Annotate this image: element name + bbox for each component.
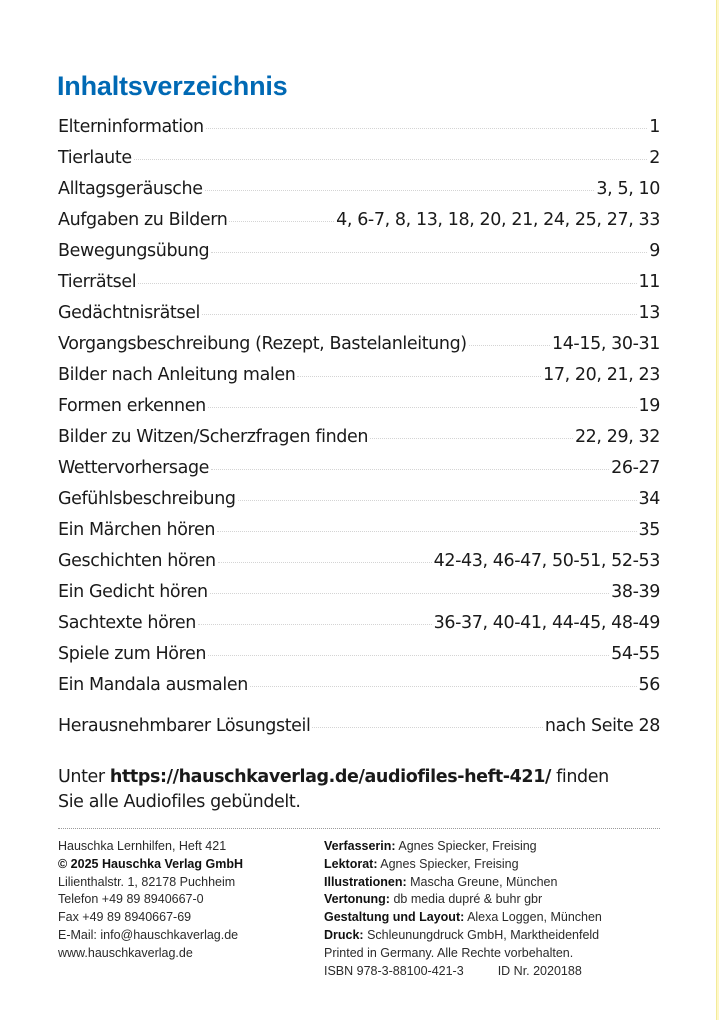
- dot-leader: [469, 345, 550, 346]
- toc-entry-label: Tierrätsel: [58, 272, 137, 292]
- toc-entry-pages: 1: [649, 117, 660, 137]
- toc-entry-label: Vorgangsbeschreibung (Rezept, Bastelanleitung): [58, 334, 467, 354]
- toc-entry[interactable]: [58, 520, 660, 551]
- id-number: ID Nr. 2020188: [497, 963, 582, 978]
- email-link[interactable]: E-Mail: info@hauschkaverlag.de: [58, 927, 239, 942]
- toc-entry[interactable]: [58, 644, 660, 675]
- audio-note-line2: Sie alle Audiofiles gebündelt.: [58, 792, 301, 812]
- phone: Telefon +49 89 8940667-0: [58, 892, 204, 907]
- toc-entry-pages: 42-43, 46-47, 50-51, 52-53: [433, 551, 660, 571]
- dotted-divider: [58, 828, 660, 829]
- credit-value: Mascha Greune, München: [406, 874, 558, 889]
- toc-entry-pages: 35: [638, 520, 660, 540]
- toc-entry[interactable]: [58, 303, 660, 334]
- website-link[interactable]: www.hauschkaverlag.de: [58, 945, 193, 960]
- credit-role: Vertonung:: [324, 892, 390, 907]
- toc-entry-label: Ein Mandala ausmalen: [58, 675, 248, 695]
- toc-entry-pages: 3, 5, 10: [596, 179, 660, 199]
- toc-entry-pages: 2: [649, 148, 660, 168]
- toc-entry[interactable]: [58, 675, 660, 706]
- toc-entry-label: Herausnehmbarer Lösungsteil: [58, 716, 311, 736]
- credit-value: db media dupré & buhr gbr: [389, 892, 543, 907]
- toc-entry[interactable]: [58, 396, 660, 427]
- audio-note-prefix: Unter: [58, 767, 110, 787]
- toc-entry-label: Spiele zum Hören: [58, 644, 207, 664]
- toc-entry[interactable]: [58, 613, 660, 644]
- toc-entry-pages: 26-27: [611, 458, 660, 478]
- credit-role: Gestaltung und Layout:: [324, 910, 465, 925]
- dot-leader: [205, 190, 595, 191]
- toc-entry[interactable]: [58, 489, 660, 520]
- credit-value: Schleunungdruck GmbH, Marktheidenfeld: [363, 927, 600, 942]
- address: Lilienthalstr. 1, 82178 Puchheim: [58, 874, 236, 889]
- audio-files-link[interactable]: https://hauschkaverlag.de/audiofiles-heft-421/: [109, 767, 551, 787]
- toc-entry-pages: 36-37, 40-41, 44-45, 48-49: [433, 613, 660, 633]
- credit-value: Agnes Spiecker, Freising: [395, 839, 537, 853]
- dot-leader: [206, 128, 648, 129]
- toc-entry[interactable]: [58, 148, 660, 179]
- dot-leader: [250, 686, 637, 687]
- toc-entry-pages: 11: [638, 272, 660, 292]
- toc-entry[interactable]: [58, 334, 660, 365]
- toc-entry-pages: 38-39: [611, 582, 660, 602]
- toc-entry[interactable]: [58, 365, 660, 396]
- credit-editor: [324, 856, 602, 874]
- credit-role: Lektorat:: [324, 856, 378, 871]
- toc-entry-pages: 17, 20, 21, 23: [543, 365, 660, 385]
- credit-audio: [324, 891, 602, 909]
- dot-leader: [208, 407, 637, 408]
- fax: Fax +49 89 8940667-69: [58, 910, 192, 925]
- dot-leader: [297, 376, 541, 377]
- copyright: © 2025 Hauschka Verlag GmbH: [58, 856, 243, 871]
- credit-role: Verfasserin:: [324, 839, 396, 853]
- toc-entry-pages: 34: [638, 489, 660, 509]
- toc-entry[interactable]: [58, 427, 660, 458]
- toc-entry-label: Bewegungsübung: [58, 241, 210, 261]
- toc-entry-label: Ein Märchen hören: [58, 520, 216, 540]
- toc-entry[interactable]: [58, 582, 660, 613]
- credit-value: Agnes Spiecker, Freising: [377, 856, 519, 871]
- dot-leader: [138, 283, 636, 284]
- audio-note-suffix: finden: [550, 767, 609, 787]
- rights-notice: Printed in Germany. Alle Rechte vorbehalten.: [324, 945, 574, 960]
- dot-leader: [229, 221, 334, 222]
- credit-value: Alexa Loggen, München: [464, 910, 602, 925]
- dot-leader: [238, 500, 637, 501]
- toc-entry-label: Tierlaute: [58, 148, 132, 168]
- imprint-credits: [324, 838, 602, 980]
- credit-print: [324, 927, 602, 945]
- toc-entry-label: Gefühlsbeschreibung: [58, 489, 236, 509]
- dot-leader: [211, 469, 609, 470]
- dot-leader: [218, 562, 432, 563]
- toc-entry[interactable]: [58, 458, 660, 489]
- credit-layout: [324, 909, 602, 927]
- series-info: Hauschka Lernhilfen, Heft 421: [58, 839, 227, 853]
- toc-entry-label: Wettervorhersage: [58, 458, 210, 478]
- toc-entry-pages: 19: [638, 396, 660, 416]
- toc-entry[interactable]: [58, 241, 660, 272]
- toc-entry[interactable]: [58, 272, 660, 303]
- toc-entry-label: Aufgaben zu Bildern: [58, 210, 228, 230]
- table-of-contents: [58, 117, 660, 747]
- credit-role: Illustrationen:: [324, 874, 407, 889]
- toc-entry-label: Bilder nach Anleitung malen: [58, 365, 296, 385]
- credit-author: [324, 838, 602, 856]
- dot-leader: [217, 531, 637, 532]
- isbn: ISBN 978-3-88100-421-3: [324, 963, 464, 978]
- toc-entry-pages: 22, 29, 32: [574, 427, 660, 447]
- toc-entry-label: Sachtexte hören: [58, 613, 196, 633]
- dot-leader: [210, 593, 609, 594]
- dot-leader: [312, 727, 542, 728]
- toc-entry-label: Elterninformation: [58, 117, 204, 137]
- credit-illustrations: [324, 874, 602, 892]
- toc-entry-label: Geschichten hören: [58, 551, 216, 571]
- toc-entry-label: Ein Gedicht hören: [58, 582, 208, 602]
- toc-entry-pages: 14-15, 30-31: [551, 334, 660, 354]
- toc-entry-solutions[interactable]: [58, 716, 660, 747]
- toc-entry-pages: 13: [638, 303, 660, 323]
- dot-leader: [208, 655, 609, 656]
- toc-entry-pages: nach Seite 28: [544, 716, 660, 736]
- credit-role: Druck:: [324, 927, 364, 942]
- toc-entry[interactable]: [58, 179, 660, 210]
- toc-entry-pages: 9: [649, 241, 660, 261]
- toc-entry-pages: 4, 6-7, 8, 13, 18, 20, 21, 24, 25, 27, 33: [336, 210, 660, 230]
- page-title: Inhaltsverzeichnis: [57, 71, 288, 101]
- dot-leader: [134, 159, 648, 160]
- audio-note: [58, 765, 678, 815]
- toc-entry-label: Gedächtnisrätsel: [58, 303, 200, 323]
- toc-entry[interactable]: [58, 210, 660, 241]
- dot-leader: [202, 314, 637, 315]
- toc-entry-label: Bilder zu Witzen/Scherzfragen finden: [58, 427, 369, 447]
- toc-entry-label: Alltagsgeräusche: [58, 179, 203, 199]
- toc-entry[interactable]: [58, 117, 660, 148]
- dot-leader: [211, 252, 647, 253]
- dot-leader: [370, 438, 573, 439]
- toc-entry-pages: 56: [638, 675, 660, 695]
- toc-entry-pages: 54-55: [611, 644, 660, 664]
- dot-leader: [198, 624, 432, 625]
- imprint-publisher: [58, 838, 243, 963]
- toc-entry[interactable]: [58, 551, 660, 582]
- toc-entry-label: Formen erkennen: [58, 396, 206, 416]
